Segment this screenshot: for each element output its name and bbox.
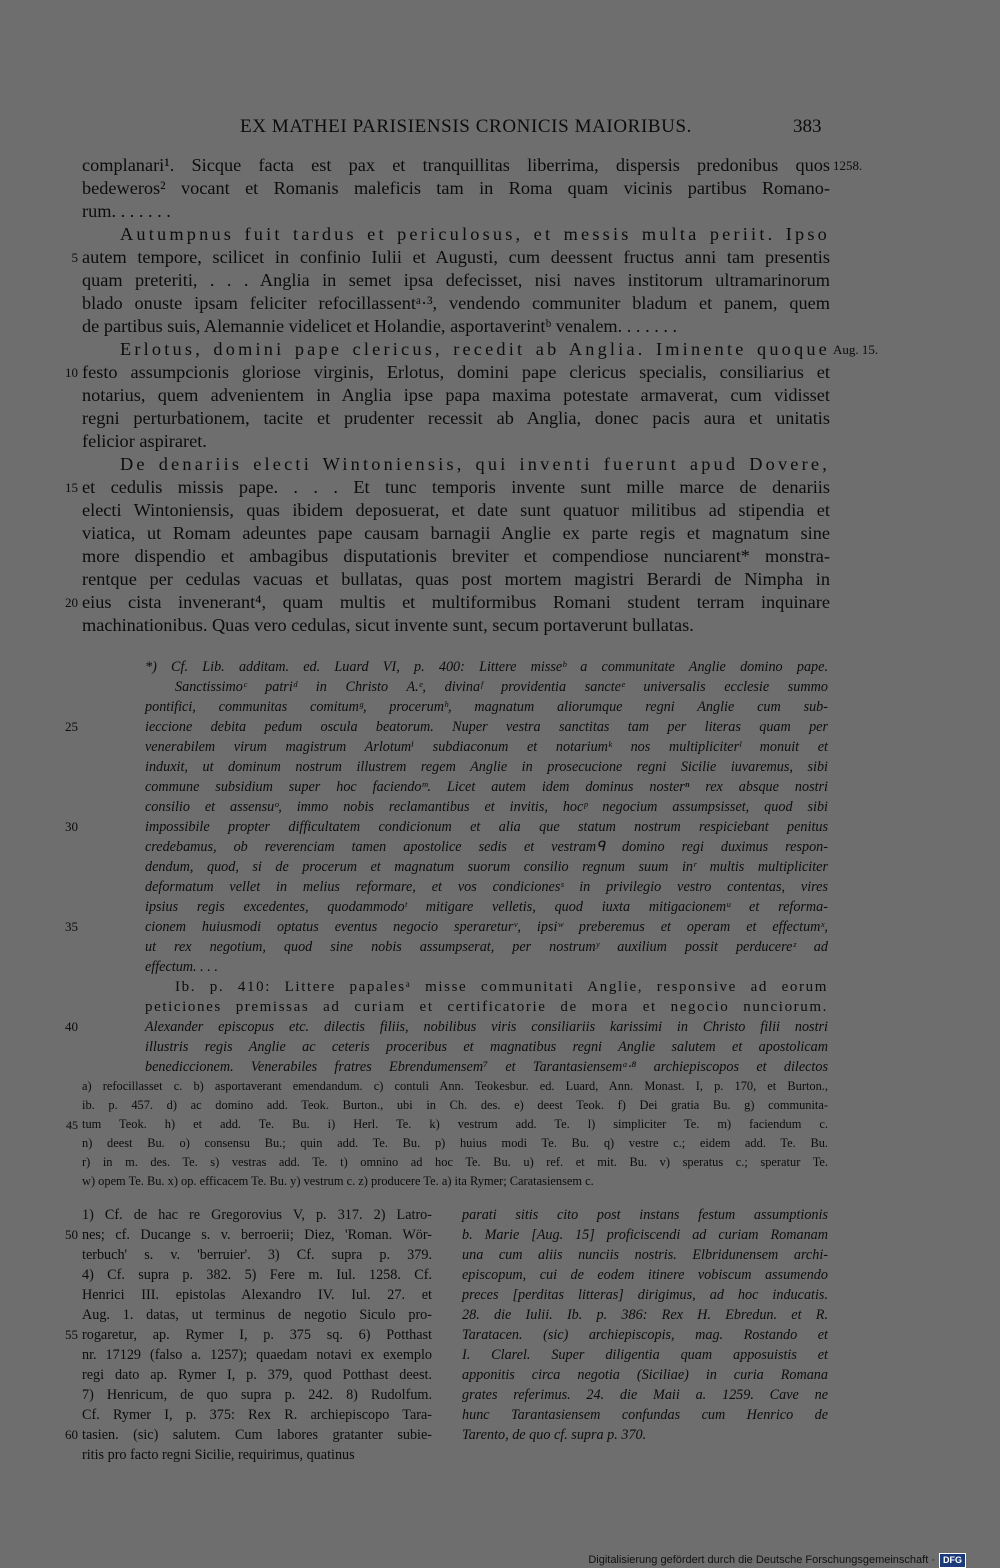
note-line: 4) Cf. supra p. 382. 5) Fere m. Iul. 1258. Cf. — [82, 1267, 432, 1283]
dfg-logo: DFG — [939, 1553, 966, 1568]
note-line: nr. 17129 (falso a. 1257); quaedam notavi ex exemplo — [82, 1347, 432, 1363]
text-line: blado onuste ipsam feliciter refocillassentᵃ·³, vendendo communiter bladum et panem, quem — [82, 293, 830, 313]
footnote-heading-line: Ib. p. 410: Littere papalesᵃ misse communitati Anglie, responsive ad eorum — [175, 979, 828, 995]
margin-date: Aug. 15. — [833, 342, 879, 357]
page-header — [0, 116, 1000, 140]
footnote-line: commune subsidium super hoc faciendoᵐ. Licet autem idem dominus nosterⁿ rex absque nostri — [145, 779, 828, 795]
text-line: et cedulis missis pape. . . . Et tunc temporis invente sunt mille marce de denariis — [82, 477, 830, 497]
line-number: 60 — [65, 1427, 78, 1442]
line-number: 40 — [65, 1019, 78, 1034]
digitization-credit — [588, 1553, 966, 1566]
credit-text: Digitalisierung gefördert durch die Deutsche Forschungsgemeinschaft · — [588, 1554, 935, 1566]
running-title: EX MATHEI PARISIENSIS CRONICIS MAIORIBUS. — [240, 116, 692, 137]
text-line: regni perturbationem, tacite et prudenter recessit ab Anglia, donec pacis aura et unitatis — [82, 408, 830, 428]
note-line: 1) Cf. de hac re Gregorovius V, p. 317. 2) Latro- — [82, 1207, 432, 1223]
note-line: terbuch' s. v. 'berruier'. 3) Cf. supra p. 379. — [82, 1247, 432, 1263]
line-number: 30 — [65, 819, 78, 834]
text-line: bedeweros² vocant et Romanis maleficis tam in Roma quam vicinis partibus Romano- — [82, 178, 830, 198]
variant-line: a) refocillasset c. b) asportaverant emendandum. c) contuli Ann. Teokesbur. ed. Luard, Ann. Monast. I, p. 170, et Burton., — [82, 1079, 828, 1093]
line-number: 25 — [65, 719, 78, 734]
note-line: episcopum, cui de eodem itinere vobiscum assumendo — [462, 1267, 828, 1283]
footnote-segment: cionem huiusmodi optatus eventus negocio speraretur — [145, 919, 514, 935]
footnote-line: consilio et assensuᵒ, immo nobis reclamantibus et invitis, hocᵖ negocium assumpsisset, quod sibi — [145, 799, 828, 815]
footnote-line: ipsius regis excedentes, quodammodoᵗ mitigare velletis, quod iuxta mitigacionemᵘ et reforma- — [145, 899, 828, 915]
note-line: 7) Henricum, de quo supra p. 242. 8) Rudolfum. — [82, 1387, 432, 1403]
footnote-line: effectum. . . . — [145, 959, 218, 975]
text-line: rum. . . . . . . — [82, 201, 171, 221]
note-line: Tarento, de quo cf. supra p. 370. — [462, 1427, 647, 1443]
note-line: nes; cf. Ducange s. v. berroerii; Diez, 'Roman. Wör- — [82, 1227, 432, 1243]
footnote-line: illustris regis Anglie ac ceteris proceribus et magnatibus regni Anglie salutem et apostolicam — [145, 1039, 828, 1055]
text-line: complanari¹. Sicque facta est pax et tranquillitas liberrima, dispersis predonibus quos — [82, 155, 830, 175]
margin-year: 1258. — [833, 158, 863, 173]
footnote-line: induxit, ut dominum nostrum illustrem regem Anglie in prosecucione regni Sicilie iuvaremus, sibi — [145, 759, 828, 775]
text-line: festo assumpcionis gloriose virginis, Erlotus, domini pape clericus specialis, consiliarius et — [82, 362, 830, 382]
text-line: de partibus suis, Alemannie videlicet et Holandie, asportaverintᵇ venalem. . . . . . . — [82, 316, 678, 336]
note-line: b. Marie [Aug. 15] proficiscendi ad curiam Romanam — [462, 1227, 828, 1243]
footnote-line: Sanctissimoᶜ patriᵈ in Christo A.ᵉ, divinaᶠ providentia sancteᵉ universalis ecclesie summo — [175, 679, 828, 695]
text-line: notarius, quem advenientem in Anglia ipse papa maxima potestate armaverat, cum vidisset — [82, 385, 830, 405]
line-number: 5 — [71, 250, 78, 265]
section-heading-line: De denariis electi Wintoniensis, qui inventi fuerunt apud Dovere, — [120, 454, 830, 474]
footnote-line: Alexander episcopus etc. dilectis filiis, nobilibus viris consiliariis karissimi in Christo filii nostri — [145, 1019, 828, 1035]
line-number: 45 — [66, 1118, 78, 1132]
section-heading-line: Erlotus, domini pape clericus, recedit ab Anglia. Iminente quoque — [120, 339, 830, 359]
footnote-line: ieccione debita pedum oscula beatorum. Nuper vestra sanctitas tam per literas quam per — [145, 719, 828, 735]
line-number: 20 — [65, 595, 78, 610]
note-line: preces [perditas litteras] dirigimus, ad hoc inducatis. — [462, 1287, 828, 1303]
variant-line: w) opem Te. Bu. x) op. efficacem Te. Bu. y) vestrum c. z) producere Te. a) ita Rymer; Caratasiensem c. — [82, 1174, 594, 1188]
footnote-heading-line: peticiones premissas ad curiam et certificatorie de mora et negocio nunciorum. — [145, 999, 828, 1015]
footnote-line: dendum, quod, si de procerum et magnatum suorum consilio regnum suum inʳ multis multipliciter — [145, 859, 828, 875]
note-line: apponitis circa negotia (Siciliae) in curia Romana — [462, 1367, 828, 1383]
note-line: 28. die Iulii. Ib. p. 386: Rex H. Ebredun. et R. — [462, 1307, 828, 1323]
variant-line: r) in m. des. Te. s) vestras add. Te. t) omnino ad hoc Te. Bu. u) ref. et mit. Bu. v) speratus c.; speratur Te. — [82, 1155, 828, 1169]
page-number: 383 — [793, 116, 822, 137]
note-line: Aug. 1. datas, ut terminus de negotio Siculo pro- — [82, 1307, 432, 1323]
footnote-line: deformatum vellet in melius reformare, et vos condicionesˢ in privilegio vestro contentas, vires — [145, 879, 828, 895]
footnote-line: *) Cf. Lib. additam. ed. Luard VI, p. 400: Littere misseᵇ a communitate Anglie domino pape. — [145, 659, 828, 675]
footnote-line: credebamus, ob reverenciam tamen apostolice sedis et vestramᑫ domino regi duximus respon- — [145, 839, 828, 855]
line-number: 10 — [65, 365, 78, 380]
line-number: 55 — [65, 1327, 78, 1342]
section-heading-line: Autumpnus fuit tardus et periculosus, et messis multa periit. Ipso — [120, 224, 830, 244]
footnote-line: venerabilem virum magistrum Arlotumⁱ subdiaconum et notariumᵏ nos multipliciterˡ monuit et — [145, 739, 828, 755]
variant-line: tum Teok. h) et add. Te. Bu. i) Herl. Te. k) vestrum add. Te. l) simpliciter Te. m) faciendum c. — [82, 1117, 828, 1131]
text-line: machinationibus. Quas vero cedulas, sicut invente sunt, secum portaverunt bullatas. — [82, 615, 694, 635]
variant-line: n) deest Bu. o) consensu Bu.; quin add. Te. Bu. p) huius modi Te. Bu. q) vestre c.; eidem add. Te. Bu. — [82, 1136, 828, 1150]
note-line: hunc Tarantasiensem confundas cum Henrico de — [462, 1407, 828, 1423]
text-line: rentque per cedulas vacuas et bullatas, quas post mortem magistri Berardi de Nimpha in — [82, 569, 830, 589]
footnote-line: impossibile propter difficultatem condicionum et alia que statum nostrum respiciebant penitus — [145, 819, 828, 835]
line-number: 15 — [65, 480, 78, 495]
text-line: quam preteriti, . . . Anglia in semet ipsa defecisset, nisi naves institorum ultramarinorum — [82, 270, 830, 290]
text-line: viatica, ut Romam adeuntes pape causam barnagii Anglie ex parte regis et magnatum sine — [82, 523, 830, 543]
note-line: tasien. (sic) salutem. Cum labores gratanter subie- — [82, 1427, 432, 1443]
footnote-line: benediccionem. Venerabiles fratres Ebrendumensem⁷ et Tarantasiensemᵃ·⁸ archiepiscopos et dilectos — [145, 1059, 828, 1075]
note-line: una cum aliis nunciis nostris. Elbridunensem archi- — [462, 1247, 828, 1263]
text-line: felicior aspiraret. — [82, 431, 207, 451]
note-line: parati sitis cito post instans festum assumptionis — [462, 1207, 828, 1223]
note-line: grates referimus. 24. die Maii a. 1259. Cave ne — [462, 1387, 828, 1403]
note-line: rogaretur, ap. Rymer I, p. 375 sq. 6) Potthast — [82, 1327, 432, 1343]
note-line: Cf. Rymer I, p. 375: Rex R. archiepiscopo Tara- — [82, 1407, 432, 1423]
variant-line: ib. p. 457. d) ac domino add. Teok. Burton., ubi in Ch. des. e) deest Teok. f) Dei gratia Bu. g) communita- — [82, 1098, 828, 1112]
text-line: autem tempore, scilicet in confinio Iulii et Augusti, cum deessent fructus anni tam presentis — [82, 247, 830, 267]
footnote-line: ut rex negotium, quod sine nobis assumpserat, per nostrumʸ auxilium possit perducereᶻ ad — [145, 939, 828, 955]
note-line: regi dato ap. Rymer I, p. 379, quod Potthast deest. — [82, 1367, 432, 1383]
footnote-line: cionem huiusmodi optatus eventus negocio sperareturᵛ, ipsiʷ preberemus et operam et effectumˣ, — [145, 919, 828, 935]
footnote-line: pontifici, communitas comitumᵍ, procerumʰ, magnatum aliorumque regni Anglie cum sub- — [145, 699, 828, 715]
text-line: electi Wintoniensis, quas ibidem deposuerat, et date sunt quatuor militibus ad stipendia et — [82, 500, 830, 520]
text-line: eius cista invenerant⁴, quam multis et multiformibus Romani student terram inquinare — [82, 592, 830, 612]
line-number: 50 — [65, 1227, 78, 1242]
note-line: I. Clarel. Super diligentia quam apposuistis et — [462, 1347, 828, 1363]
text-line: more dispendio et ambagibus disputationis breviter et compendiose nunciarent* monstra- — [82, 546, 830, 566]
line-number: 35 — [65, 919, 78, 934]
note-line: Henrici III. epistolas Alexandro IV. Iul. 27. et — [82, 1287, 432, 1303]
note-line: ritis pro facto regni Sicilie, requirimus, quatinus — [82, 1447, 355, 1463]
footnote-segment: ipsiʷ preberemus et operam et effectumˣ, — [536, 919, 828, 935]
note-line: Taratacen. (sic) archiepiscopis, mag. Rostando et — [462, 1327, 828, 1343]
